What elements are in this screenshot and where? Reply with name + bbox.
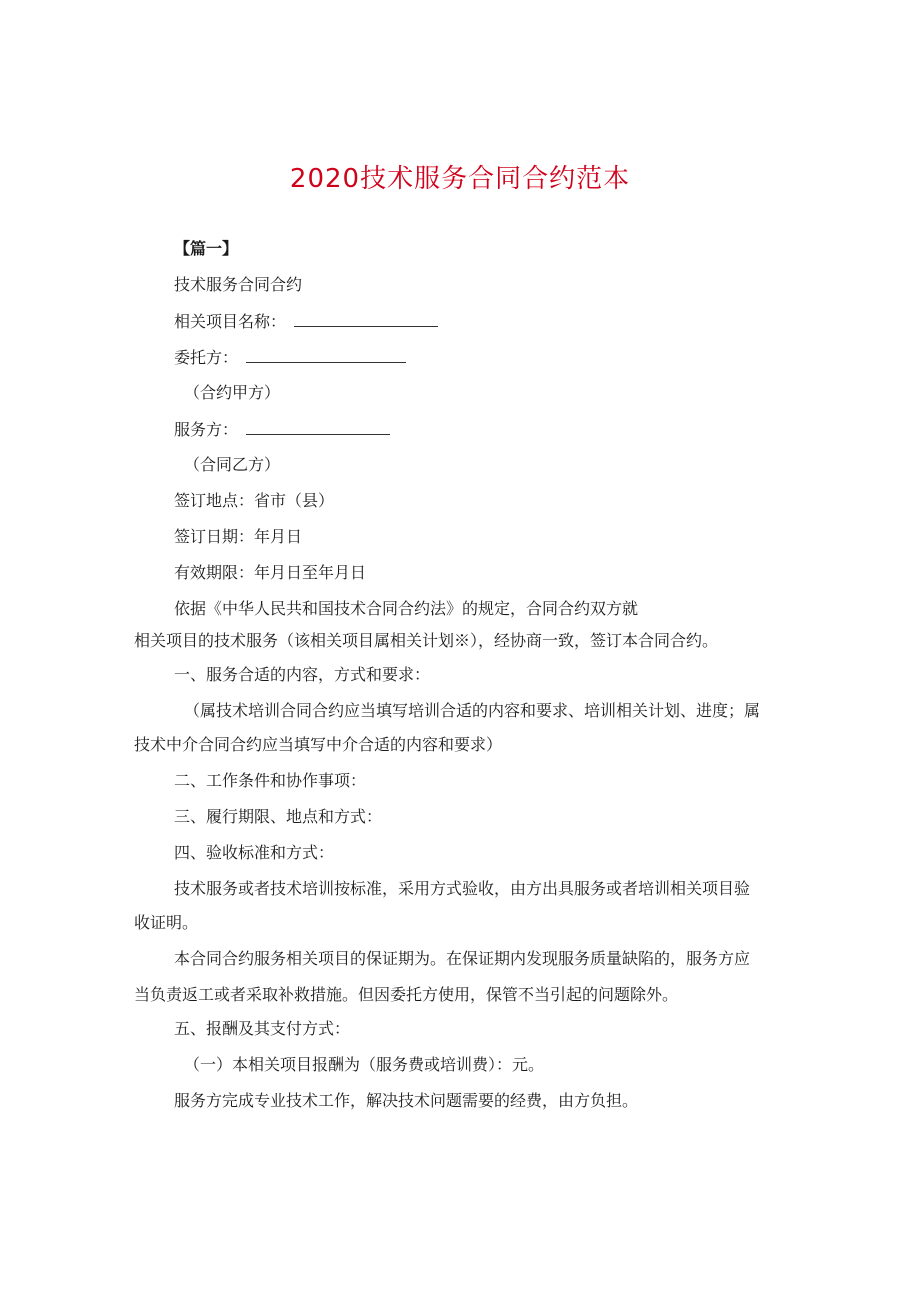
sign-place: 签订地点：省市（县） bbox=[174, 491, 335, 510]
item-1-note-line-2: 技术中介合同合约应当填写中介合适的内容和要求） bbox=[134, 735, 503, 754]
contract-title: 技术服务合同合约 bbox=[174, 275, 303, 294]
warranty-line-1: 本合同合约服务相关项目的保证期为。在保证期内发现服务质量缺陷的，服务方应 bbox=[174, 949, 751, 968]
client-label: 委托方： bbox=[174, 348, 239, 367]
party-a-note: （合约甲方） bbox=[184, 383, 281, 402]
project-name-label: 相关项目名称： bbox=[174, 312, 287, 331]
item-1-heading: 一、服务合适的内容，方式和要求： bbox=[174, 665, 431, 684]
preamble-line-2: 相关项目的技术服务（该相关项目属相关计划※），经协商一致，签订本合同合约。 bbox=[134, 631, 719, 650]
preamble-line-1: 依据《中华人民共和国技术合同合约法》的规定，合同合约双方就 bbox=[174, 599, 639, 618]
client-field bbox=[174, 346, 406, 369]
item-5-heading: 五、报酬及其支付方式： bbox=[174, 1019, 351, 1038]
acceptance-line-1: 技术服务或者技术培训按标准，采用方式验收，由方出具服务或者培训相关项目验 bbox=[174, 879, 751, 898]
item-1-note-line-1: （属技术培训合同合约应当填写培训合适的内容和要求、培训相关计划、进度；属 bbox=[184, 701, 761, 720]
section-heading: 【篇一】 bbox=[174, 239, 239, 258]
item-2-heading: 二、工作条件和协作事项： bbox=[174, 771, 367, 790]
acceptance-line-2: 收证明。 bbox=[134, 913, 199, 932]
provider-blank bbox=[246, 418, 390, 435]
warranty-line-2: 当负责返工或者采取补救措施。但因委托方使用，保管不当引起的问题除外。 bbox=[134, 985, 679, 1004]
valid-period: 有效期限：年月日至年月日 bbox=[174, 563, 367, 582]
sign-date: 签订日期：年月日 bbox=[174, 527, 303, 546]
client-blank bbox=[246, 346, 406, 363]
provider-field bbox=[174, 418, 390, 441]
project-name-field bbox=[174, 310, 438, 333]
provider-label: 服务方： bbox=[174, 420, 239, 439]
item-4-heading: 四、验收标准和方式： bbox=[174, 843, 335, 862]
item-3-heading: 三、履行期限、地点和方式： bbox=[174, 807, 383, 826]
payment-sub-1: （一）本相关项目报酬为（服务费或培训费）：元。 bbox=[184, 1055, 545, 1074]
expense-note: 服务方完成专业技术工作，解决技术问题需要的经费，由方负担。 bbox=[174, 1091, 639, 1110]
project-name-blank bbox=[294, 310, 438, 327]
party-b-note: （合同乙方） bbox=[184, 455, 281, 474]
document-title: 2020技术服务合同合约范本 bbox=[289, 164, 631, 194]
